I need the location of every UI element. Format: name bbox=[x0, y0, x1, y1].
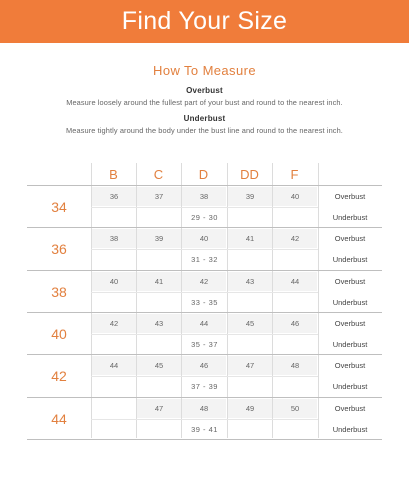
overbust-cell: 43 bbox=[137, 314, 181, 333]
row-sub-divider bbox=[91, 334, 318, 335]
row-divider bbox=[27, 312, 382, 313]
overbust-cell: 38 bbox=[92, 229, 136, 248]
overbust-cell: 44 bbox=[92, 356, 136, 375]
underbust-heading: Underbust bbox=[183, 114, 226, 123]
row-divider bbox=[27, 270, 382, 271]
row-sub-divider bbox=[91, 292, 318, 293]
overbust-cell: 37 bbox=[137, 187, 181, 206]
overbust-row-label: Overbust bbox=[334, 403, 366, 413]
row-sub-divider bbox=[91, 376, 318, 377]
band-size-label: 40 bbox=[51, 325, 67, 342]
underbust-range: 31 - 32 bbox=[191, 255, 218, 265]
overbust-cell: 39 bbox=[228, 187, 272, 206]
cup-size-header: C bbox=[153, 167, 164, 182]
overbust-cell: 49 bbox=[228, 399, 272, 418]
overbust-cell bbox=[92, 399, 136, 418]
overbust-cell: 36 bbox=[92, 187, 136, 206]
underbust-range: 33 - 35 bbox=[191, 297, 218, 307]
cup-size-header: DD bbox=[240, 167, 259, 182]
underbust-range: 35 - 37 bbox=[191, 339, 218, 349]
band-size-label: 34 bbox=[51, 199, 67, 215]
cup-size-header: B bbox=[109, 167, 118, 182]
overbust-cell: 42 bbox=[182, 272, 226, 291]
row-sub-divider bbox=[91, 249, 318, 250]
overbust-cell: 50 bbox=[273, 399, 317, 418]
overbust-cell: 46 bbox=[182, 356, 226, 375]
overbust-cell: 39 bbox=[137, 229, 181, 248]
overbust-cell: 45 bbox=[137, 356, 181, 375]
overbust-cell: 47 bbox=[228, 356, 272, 375]
underbust-instructions: Measure tightly around the body under the bust line and round to the nearest inch. bbox=[66, 126, 343, 135]
underbust-range: 29 - 30 bbox=[191, 213, 218, 222]
underbust-row-label: Underbust bbox=[332, 213, 368, 222]
underbust-row-label: Underbust bbox=[332, 339, 368, 349]
overbust-cell: 41 bbox=[137, 272, 181, 291]
overbust-row-label: Overbust bbox=[334, 318, 366, 328]
underbust-range: 39 - 41 bbox=[191, 424, 218, 434]
overbust-row-label: Overbust bbox=[334, 276, 366, 286]
row-divider bbox=[27, 227, 382, 228]
band-size-label: 44 bbox=[51, 410, 67, 427]
overbust-cell: 45 bbox=[228, 314, 272, 333]
cup-size-header: D bbox=[198, 167, 209, 182]
overbust-cell: 42 bbox=[273, 229, 317, 248]
underbust-row-label: Underbust bbox=[332, 382, 368, 392]
overbust-instructions: Measure loosely around the fullest part of your bust and round to the nearest inch. bbox=[66, 98, 343, 107]
row-divider bbox=[27, 354, 382, 355]
overbust-cell: 46 bbox=[273, 314, 317, 333]
underbust-row-label: Underbust bbox=[332, 424, 368, 434]
underbust-row-label: Underbust bbox=[332, 255, 368, 265]
overbust-cell: 47 bbox=[137, 399, 181, 418]
row-divider bbox=[27, 439, 382, 440]
cup-size-header: F bbox=[290, 167, 299, 182]
page-title: Find Your Size bbox=[121, 7, 288, 35]
overbust-cell: 48 bbox=[273, 356, 317, 375]
overbust-row-label: Overbust bbox=[334, 234, 366, 244]
overbust-cell: 44 bbox=[273, 272, 317, 291]
overbust-row-label: Overbust bbox=[334, 192, 366, 201]
band-size-label: 42 bbox=[51, 368, 67, 385]
row-sub-divider bbox=[91, 419, 318, 420]
row-divider bbox=[27, 397, 382, 398]
overbust-cell: 42 bbox=[92, 314, 136, 333]
underbust-range: 37 - 39 bbox=[191, 382, 218, 392]
how-to-measure-heading: How To Measure bbox=[153, 63, 256, 78]
header-divider bbox=[27, 185, 382, 186]
overbust-cell: 40 bbox=[182, 229, 226, 248]
overbust-row-label: Overbust bbox=[334, 361, 366, 371]
row-sub-divider bbox=[91, 207, 318, 208]
overbust-cell: 38 bbox=[182, 187, 226, 206]
overbust-cell: 43 bbox=[228, 272, 272, 291]
overbust-cell: 44 bbox=[182, 314, 226, 333]
overbust-cell: 48 bbox=[182, 399, 226, 418]
overbust-heading: Overbust bbox=[186, 86, 223, 95]
band-size-label: 38 bbox=[51, 283, 67, 300]
overbust-cell: 40 bbox=[273, 187, 317, 206]
underbust-row-label: Underbust bbox=[332, 297, 368, 307]
overbust-cell: 40 bbox=[92, 272, 136, 291]
band-size-label: 36 bbox=[51, 241, 67, 258]
overbust-cell: 41 bbox=[228, 229, 272, 248]
